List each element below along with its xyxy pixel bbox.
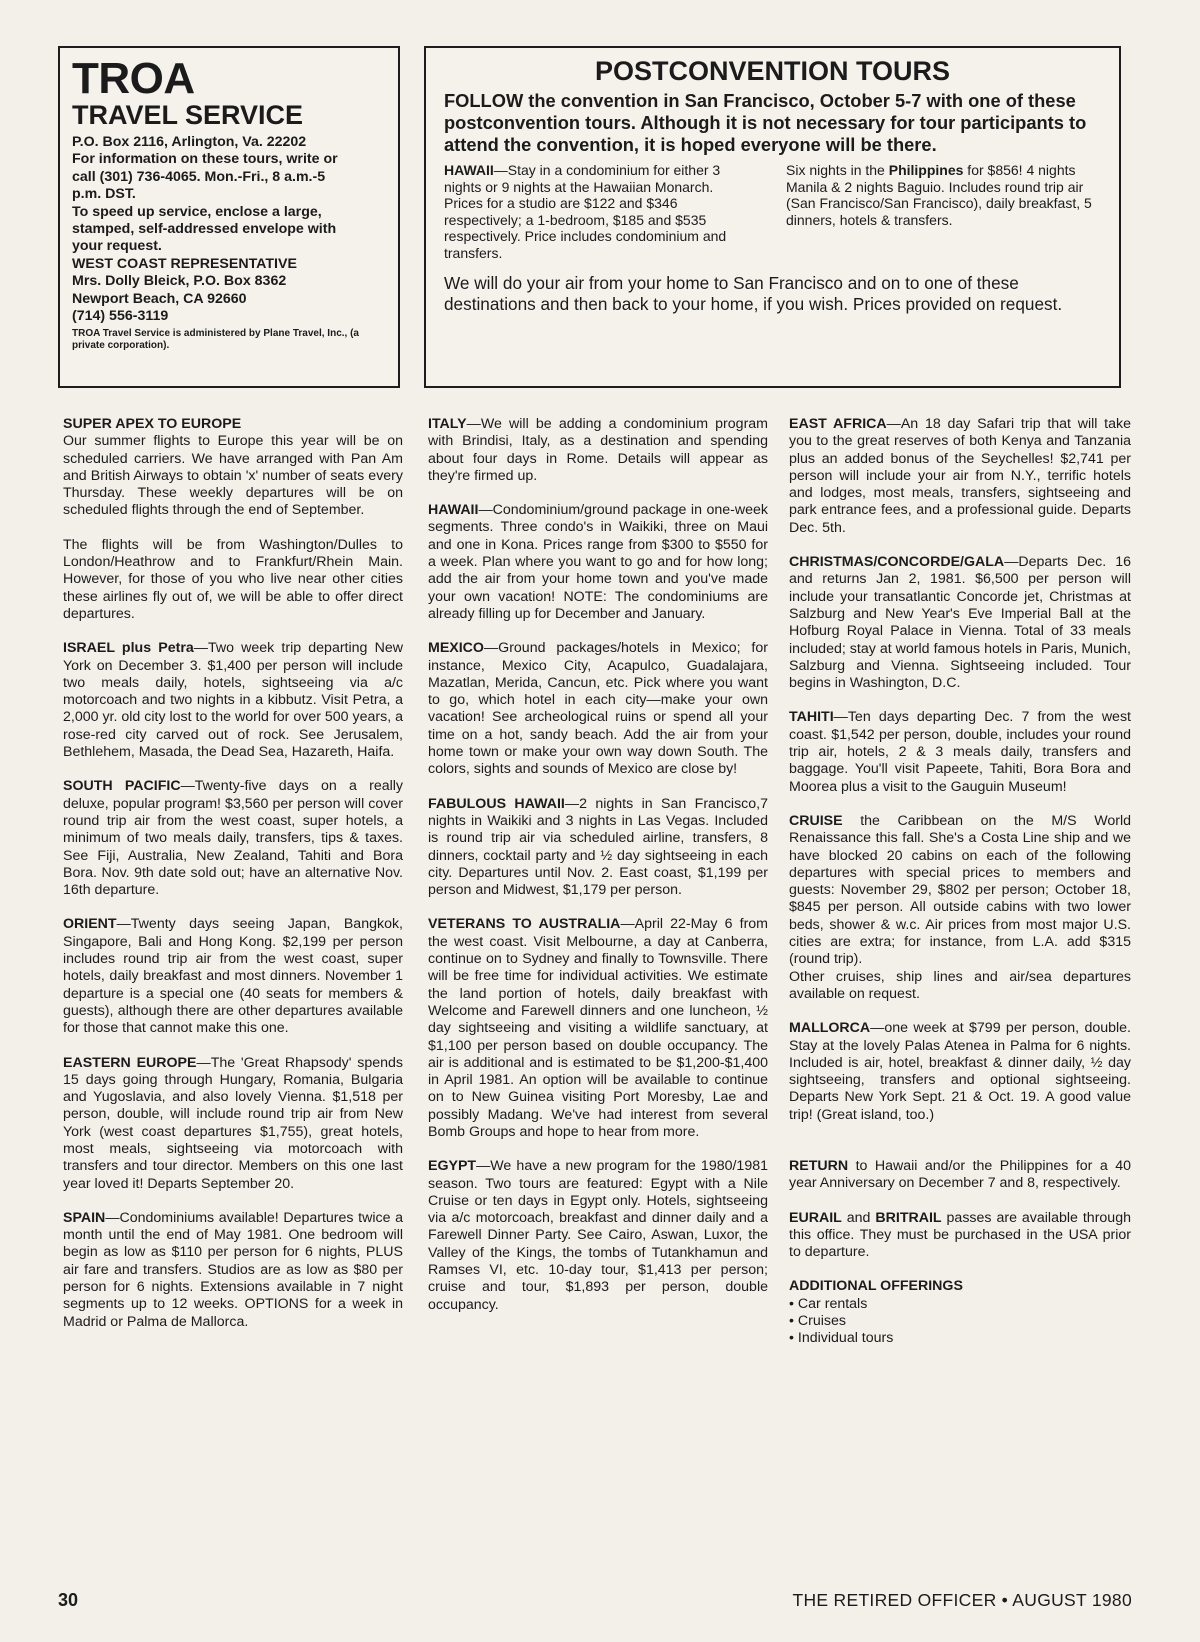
- south-pacific-heading: SOUTH PACIFIC: [63, 778, 181, 795]
- troa-address: P.O. Box 2116, Arlington, Va. 22202: [72, 134, 307, 150]
- spain-heading: SPAIN: [63, 1209, 106, 1226]
- troa-info-line: your request.: [72, 238, 162, 255]
- postconvention-air-note: We will do your air from your home to San Francisco and on to one of these destinations and then back to your home, if you wish. Prices provided on request.: [444, 273, 1063, 314]
- troa-info-line: call (301) 736-4065. Mon.-Fri., 8 a.m.-5: [72, 168, 326, 185]
- postconvention-columns: [444, 162, 1101, 261]
- west-coast-rep-name: Mrs. Dolly Bleick, P.O. Box 8362: [72, 273, 287, 290]
- postconvention-hawaii: [444, 162, 754, 261]
- postconvention-philippines-text: for $856! 4 nights Manila & 2 nights Baguio. Includes round trip air (San Francisco/San Francisco), daily breakfast, 5 dinners, hotels & transfers.: [786, 162, 1092, 228]
- tahiti-text: —Ten days departing Dec. 7 from the west coast. $1,542 per person, double, includes your round trip air, hotels, 2 & 3 meals daily, transfers and baggage. You'll visit Papeete, Tahiti, Bora Bora and Moorea plus a visit to the Gauguin Museum!: [789, 709, 1131, 795]
- tahiti-heading: TAHITI: [789, 709, 834, 726]
- south-pacific-section: [63, 778, 403, 899]
- cruise-section: [789, 813, 1131, 1003]
- list-item: • Cruises: [789, 1313, 1131, 1330]
- italy-heading: ITALY: [428, 416, 467, 432]
- orient-text: —Twenty days seeing Japan, Bangkok, Singapore, Bali and Hong Kong. $2,199 per person includes round trip air from the west coast, super hotels, daily breakfast and most dinners. November 1 departure is a special one (40 seats for members & guests), although there are other departures available for those that cannot make this one.: [63, 916, 403, 1037]
- postconvention-philippines-lead: Six nights in the: [786, 162, 889, 178]
- east-africa-heading: EAST AFRICA: [789, 416, 887, 432]
- postconvention-tours-box: [424, 46, 1121, 388]
- christmas-concorde-text: —Departs Dec. 16 and returns Jan 2, 1981. $6,500 per person will include your transatlantic Concorde jet, Christmas at Salzburg and New Year's Eve Imperial Ball at the Hofburg Royal Palace in Vienna. Total of 33 meals included; stay at world famous hotels in Paris, Munich, Salzburg and Vienna. Sightseeing included. Tour begins in Washington, D.C.: [789, 554, 1131, 692]
- spain-section: [63, 1210, 403, 1331]
- mexico-section: [428, 640, 768, 778]
- other-cruises-text: Other cruises, ship lines and air/sea departures available on request.: [789, 968, 1131, 1002]
- list-item: • Car rentals: [789, 1296, 1131, 1313]
- additional-offerings-section: [789, 1278, 1131, 1347]
- mallorca-text: —one week at $799 per person, double. Stay at the lovely Palas Atenea in Palma for 6 nights. Included is air, hotel, breakfast & dinner daily, ½ day sightseeing, transfers and optional sightseeing. Departs New York Sept. 21 & Oct. 19. A good value trip! (Great island, too.): [789, 1020, 1131, 1123]
- super-apex-text: Our summer flights to Europe this year will be on scheduled carriers. We have arranged with Pan Am and British Airways to obtain 'x' number of seats every Thursday. These weekly departures will be on scheduled flights through the end of September.: [63, 433, 403, 519]
- flights-section: The flights will be from Washington/Dulles to London/Heathrow and to Frankfurt/Rhein Main. However, for those of you who live near other cities these airlines fly out of, we will be able to offer direct departures.: [63, 536, 403, 622]
- italy-section: [428, 416, 768, 485]
- troa-info-line: stamped, self-addressed envelope with: [72, 221, 337, 238]
- east-africa-section: [789, 416, 1131, 537]
- veterans-australia-section: [428, 916, 768, 1141]
- west-coast-rep-city: Newport Beach, CA 92660: [72, 290, 247, 307]
- fabulous-hawaii-text: —2 nights in San Francisco,7 nights in Waikiki and 3 nights in Las Vegas. Included is round trip air via scheduled airline, transfers, 8 dinners, cocktail party and ½ day sightseeing in each city. Departures until Nov. 2. East coast, $1,199 per person and Midwest, $1,179 per person.: [428, 795, 768, 899]
- page-number: 30: [58, 1590, 79, 1610]
- eastern-europe-text: —The 'Great Rhapsody' spends 15 days going through Hungary, Romania, Bulgaria and Yugoslavia, and also lovely Vienna. $1,518 per person, double, will include round trip air from New York (west coast departures $1,755), great hotels, most meals, sightseeing via motorcoach with transfers and tour director. Members on this one last year loved it! Departs September 20.: [63, 1054, 404, 1192]
- mallorca-heading: MALLORCA: [789, 1020, 871, 1037]
- troa-admin-note: TROA Travel Service is administered by Plane Travel, Inc., (a private corporation).: [72, 328, 359, 352]
- postconvention-title: POSTCONVENTION TOURS: [594, 56, 951, 86]
- postconvention-hawaii-heading: HAWAII: [444, 162, 494, 178]
- troa-info-line: p.m. DST.: [72, 186, 136, 203]
- return-section: [789, 1158, 1131, 1193]
- israel-section: [63, 640, 403, 761]
- additional-offerings-list: [789, 1296, 1131, 1348]
- fabulous-hawaii-section: [428, 796, 768, 900]
- article-column-1: [63, 416, 403, 1331]
- troa-subtitle: TRAVEL SERVICE: [72, 100, 304, 130]
- orient-heading: ORIENT: [63, 916, 117, 933]
- fabulous-hawaii-heading: FABULOUS HAWAII: [428, 795, 565, 812]
- hawaii-section: [428, 502, 768, 623]
- eurail-heading: EURAIL: [789, 1209, 842, 1226]
- eurail-text: passes are available through this office. They must be purchased in the USA prior to departure.: [789, 1209, 1131, 1261]
- postconvention-hawaii-text: —Stay in a condominium for either 3 nights or 9 nights at the Hawaiian Monarch. Prices for a studio are $122 and $346 respectively; a 1-bedroom, $185 and $535 respectively. Price includes condominium and transfers.: [444, 162, 727, 261]
- eastern-europe-heading: EASTERN EUROPE: [63, 1054, 197, 1071]
- britrail-heading: BRITRAIL: [875, 1209, 942, 1226]
- postconvention-intro: FOLLOW the convention in San Francisco, October 5-7 with one of these postconvention tours. Although it is not necessary for tour participants to attend the convention, it is hoped everyone will be there.: [444, 90, 1087, 155]
- egypt-heading: EGYPT: [428, 1158, 477, 1175]
- list-item: • Individual tours: [789, 1330, 1131, 1347]
- tahiti-section: [789, 709, 1131, 795]
- israel-heading: ISRAEL plus Petra: [63, 640, 194, 657]
- israel-text: —Two week trip departing New York on December 3. $1,400 per person will include two meals daily, hotels, sightseeing via a/c motorcoach and two nights in a kibbutz. Visit Petra, a 2,000 yr. old city lost to the world for over 500 years, a rose-red city carved out of rock. See Jerusalem, Bethlehem, Masada, the Dead Sea, Hazareth, Haifa.: [63, 640, 403, 761]
- east-africa-text: —An 18 day Safari trip that will take you to the great reserves of both Kenya and Tanzania plus an added bonus of the Seychelles! $2,741 per person will include your air from N.Y., terrific hotels and lodges, most meals, transfers, sightseeing and park entrance fees, and a professional guide. Departs Dec. 5th.: [789, 416, 1131, 536]
- additional-offerings-heading: ADDITIONAL OFFERINGS: [789, 1278, 963, 1295]
- mallorca-section: [789, 1020, 1131, 1124]
- postconvention-philippines-heading: Philippines: [888, 162, 964, 178]
- cruise-text: the Caribbean on the M/S World Renaissance this fall. She's a Costa Line ship and we have blocked 20 cabins on each of the following departures with special prices to members and guests: November 29, $802 per person; October 18, $845 per person. All outside cabins with two lower beds, shower & w.c. Air prices from most major U.S. cities are extra; for instance, from L.A. add $315 (round trip).: [789, 812, 1131, 968]
- christmas-concorde-section: [789, 554, 1131, 692]
- west-coast-rep-phone: (714) 556-3119: [72, 308, 169, 325]
- hawaii-text: —Condominium/ground package in one-week segments. Three condo's in Waikiki, three on Maui and one in Kona. Prices range from $300 to $550 for a week. Plan where you want to go and for how long; add the air from your home town and you've made your own vacation! NOTE: The condominiums are already filling up for December and January.: [428, 502, 768, 622]
- troa-travel-service-box: [58, 46, 400, 388]
- orient-section: [63, 916, 403, 1037]
- mexico-heading: MEXICO: [428, 640, 484, 657]
- spain-text: —Condominiums available! Departures twice a month until the end of May 1981. One bedroom will begin as low as $110 per person for 6 nights, PLUS air fare and transfers. Studios are as low as $80 per person for 6 nights. Extensions available in 7 night segments up to 12 weeks. OPTIONS for a week in Madrid or Palma de Mallorca.: [63, 1209, 403, 1330]
- egypt-text: —We have a new program for the 1980/1981 season. Two tours are featured: Egypt with a Nile Cruise or ten days in Egypt only. Hotels, sightseeing via a/c motorcoach, breakfast and dinner daily and a Farewell Dinner Party. See Cairo, Aswan, Luxor, the Valley of the Kings, the tombs of Tutankhamun and Ramses VI, etc. 10-day tour, $1,413 per person; cruise and tour, $1,893 per person, double occupancy.: [428, 1158, 768, 1313]
- troa-info-line: To speed up service, enclose a large,: [72, 203, 322, 220]
- eurail-section: [789, 1210, 1131, 1262]
- postconvention-philippines: [786, 162, 1101, 261]
- return-heading: RETURN: [789, 1157, 849, 1174]
- return-text: to Hawaii and/or the Philippines for a 40 year Anniversary on December 7 and 8, respectively.: [789, 1157, 1131, 1192]
- super-apex-heading: SUPER APEX TO EUROPE: [63, 416, 242, 432]
- article-column-2: [428, 416, 768, 1314]
- mexico-text: —Ground packages/hotels in Mexico; for instance, Mexico City, Acapulco, Guadalajara, Mazatlan, Merida, Cancun, etc. Pick where you want to go, which hotel in each city—make your own vacation! See archeological ruins or spend all your time on a hot, sandy beach. Add the air from your home town or make your own way down South. The colors, sights and sounds of Mexico are close by!: [428, 640, 768, 778]
- troa-title: TROA: [72, 54, 195, 103]
- troa-info-line: For information on these tours, write or: [72, 151, 338, 168]
- eastern-europe-section: [63, 1055, 403, 1193]
- cruise-heading: CRUISE: [789, 812, 843, 829]
- egypt-section: [428, 1158, 768, 1314]
- veterans-australia-text: —April 22-May 6 from the west coast. Visit Melbourne, a day at Canberra, continue on to Sydney and finally to Townsville. There will be free time for individual activities. We estimate the land portion of hotels, daily breakfast with Welcome and Farewell dinners and one luncheon, ½ day sightseeing and visiting a wildlife sanctuary, at $1,100 per person based on double occupancy. The air is additional and is estimated to be $1,200-$1,400 in April 1981. An option will be available to continue on to New Guinea visiting Port Moresby, Lae and possibly Madang. We've had interest from several Bomb Groups and hope to hear from more.: [428, 916, 769, 1140]
- italy-text: —We will be adding a condominium program with Brindisi, Italy, as a destination and spending about four days in Rome. Details will appear as they're firmed up.: [428, 416, 768, 484]
- veterans-australia-heading: VETERANS TO AUSTRALIA: [428, 916, 621, 933]
- super-apex-section: [63, 416, 403, 520]
- christmas-concorde-heading: CHRISTMAS/CONCORDE/GALA: [789, 554, 1005, 571]
- publication-footer: THE RETIRED OFFICER • AUGUST 1980: [792, 1590, 1132, 1610]
- hawaii-heading: HAWAII: [428, 502, 479, 519]
- eurail-and: and: [841, 1209, 876, 1226]
- article-column-3: [789, 416, 1131, 1348]
- west-coast-rep-heading: WEST COAST REPRESENTATIVE: [72, 255, 297, 272]
- south-pacific-text: —Twenty-five days on a really deluxe, popular program! $3,560 per person will cover round trip air from the west coast, super hotels, a minimum of two meals daily, transfers, tips & taxes. See Fiji, Australia, New Zealand, Tahiti and Bora Bora. Nov. 9th date sold out; have an alternative Nov. 16th departure.: [63, 778, 404, 899]
